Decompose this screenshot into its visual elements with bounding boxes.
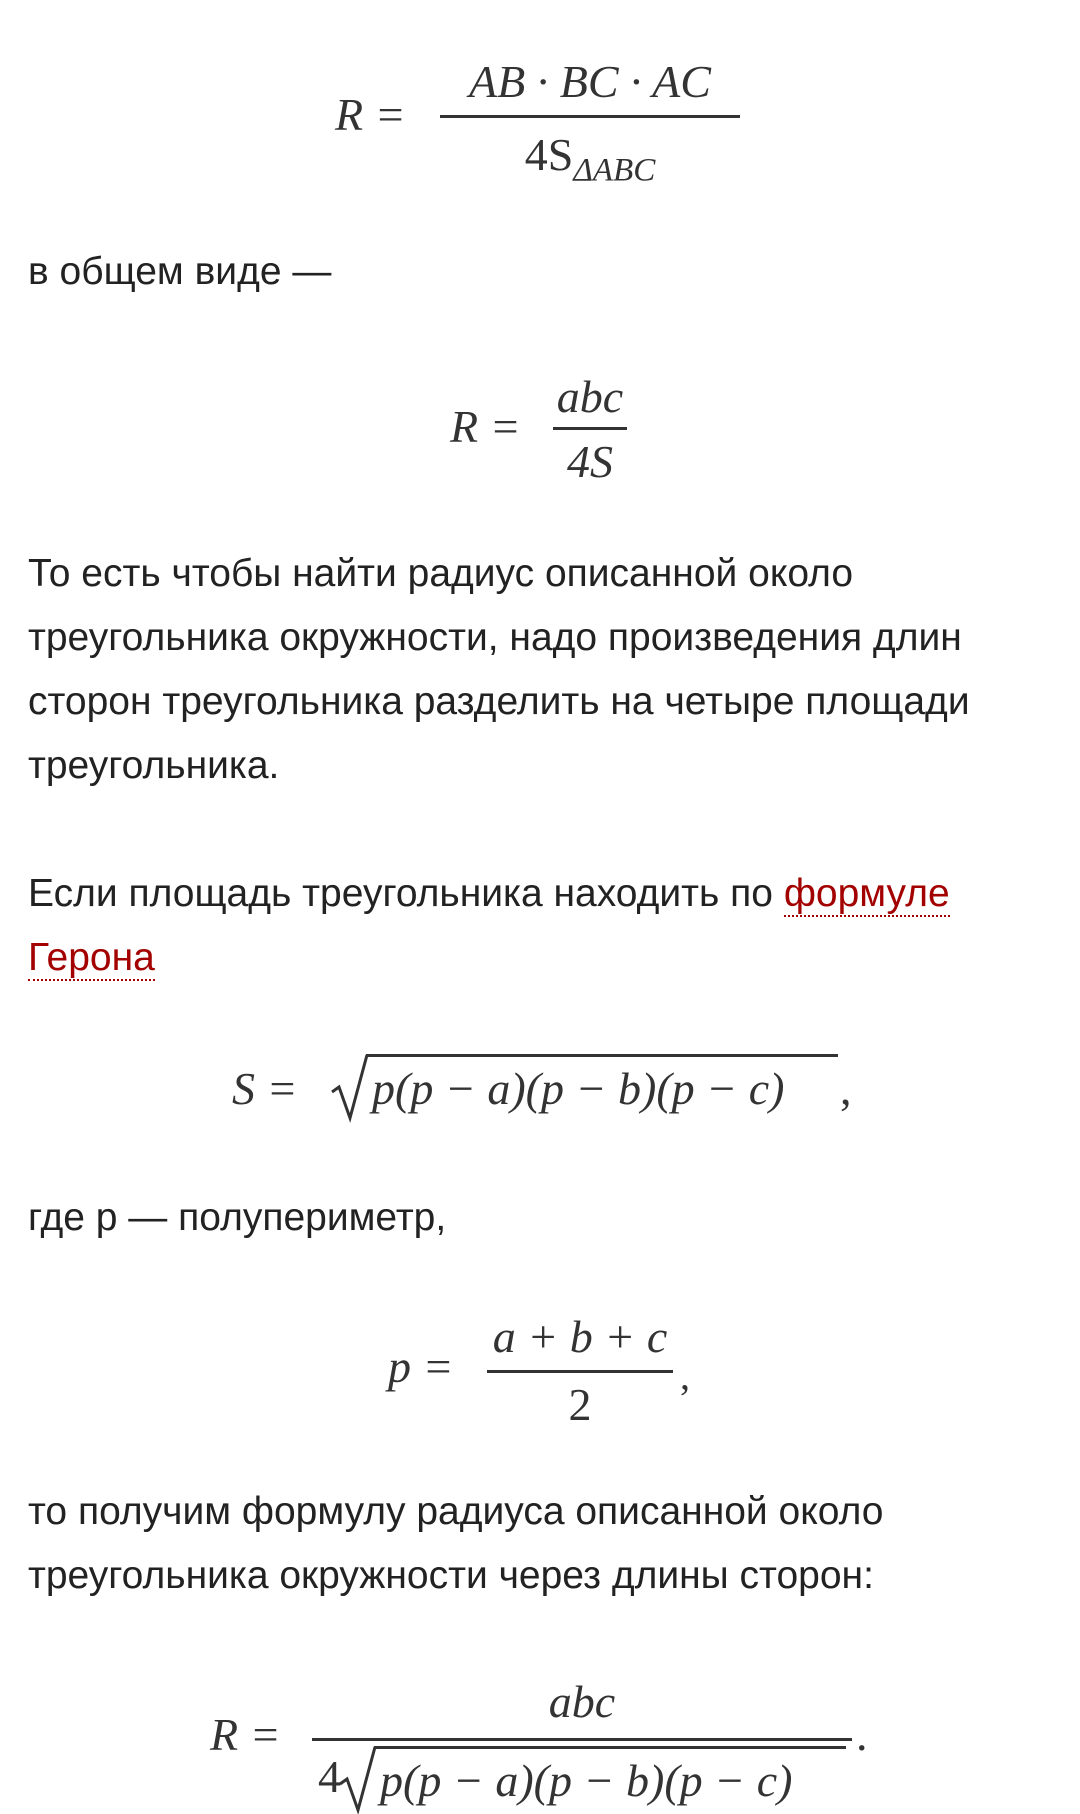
formula-5-lhs: R = [210,1709,281,1760]
formula-2-numerator: abc [556,371,624,422]
formula-5-denominator-prefix: 4 [318,1751,341,1802]
formula-5-radical-sign [338,1744,378,1814]
formula-1-denominator-main: 4S [524,129,574,180]
formula-1-fraction-bar [440,115,740,118]
text-general-form: в общем виде — [28,250,332,293]
formula-3-radical-bar [366,1054,838,1057]
text-semiperimeter: где p — полупериметр, [28,1196,447,1239]
formula-4-lhs: p = [388,1341,454,1392]
formula-3-trail: , [840,1063,852,1114]
formula-4-fraction-bar [487,1370,673,1373]
formula-2-denominator: 4S [567,436,613,487]
formula-5-radicand: p(p − a)(p − b)(p − c) [380,1755,793,1806]
formula-5-radical-bar [374,1746,846,1749]
formula-1-denominator-sub: ΔABC [573,151,656,189]
formula-4-denominator: 2 [568,1379,592,1430]
formula-3-radical-sign [330,1052,370,1122]
text-result: то получим формулу радиуса описанной около треугольника окружности через длины сторон: [28,1490,884,1597]
formula-2-fraction-bar [553,427,627,430]
formula-5-numerator: abc [548,1676,616,1727]
formula-5-trail: . [856,1709,868,1760]
text-heron-before: Если площадь треугольника находить по [28,872,784,915]
formula-5-fraction-bar [312,1738,852,1741]
heron-formula-link[interactable]: формуле Герона [28,872,950,979]
formula-4-numerator: a + b + c [492,1311,668,1362]
formula-3-radicand: p(p − a)(p − b)(p − c) [372,1063,785,1114]
formula-1-lhs: R = [335,89,406,140]
text-heron-intro [28,862,1018,990]
formula-2-lhs: R = [450,401,521,452]
formula-4-trail: , [680,1353,690,1398]
formula-1-denominator [440,128,740,190]
formula-3-lhs: S = [232,1063,298,1114]
text-explanation: То есть чтобы найти радиус описанной около треугольника окружности, надо произведения длин сторон треугольника разделить на четыре площади треугольника. [28,552,970,787]
formula-1-numerator: AB · BC · AC [469,56,711,107]
